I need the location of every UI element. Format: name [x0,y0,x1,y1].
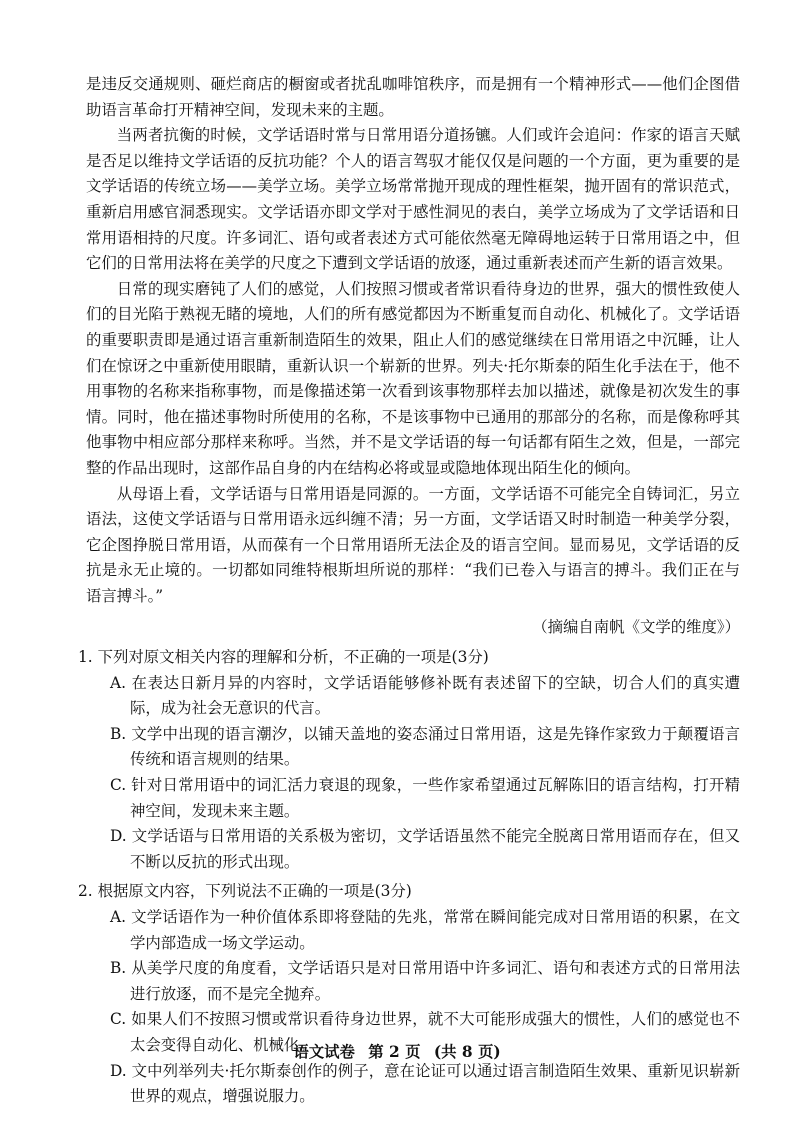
answer-option-c: C. 针对日常用语中的词汇活力衰退的现象，一些作家希望通过瓦解陈旧的语言结构，打开精神空间，发现未来主题。 [110,776,740,820]
footer-page-total: (共 8 页) [433,1043,501,1061]
answer-option-a: A. 文学话语作为一种价值体系即将登陆的先兆，常常在瞬间能完成对日常用语的积累，在文学内部造成一场文学运动。 [110,908,740,952]
answer-option-c: C. 如果人们不按照习惯或常识看待身边世界，就不大可能形成强大的惯性，人们的感觉也不太会变得自动化、机械化。 [110,1010,740,1054]
question-1 [78,645,740,875]
answer-option-d: D. 文中列举列夫·托尔斯泰创作的例子，意在论证可以通过语言制造陌生效果、重新见识崭新世界的观点，增强说服力。 [110,1061,740,1106]
reading-passage [86,72,740,641]
passage-paragraph: 日常的现实磨钝了人们的感觉，人们按照习惯或者常识看待身边的世界，强大的惯性致使人们的目光陷于熟视无睹的境地，人们的所有感觉都因为不断重复而自动化、机械化了。文学话语的重要职责即是通过语言重新制造陌生的效果，阻止人们的感觉继续在日常用语之中沉睡，让人们在惊讶之中重新使用眼睛，重新认识一个崭新的世界。列夫·托尔斯泰的陌生化手法在于，他不用事物的名称来指称事物，而是像描述第一次看到该事物那样去加以描述，就像是初次发生的事情。同时，他在描述事物时所使用的名称，不是该事物中已通用的那部分的名称，而是像称呼其他事物中相应部分那样来称呼。当然，并不是文学话语的每一句话都有陌生之效，但是，一部完整的作品出现时，这部作品自身的内在结构必将或显或隐地体现出陌生化的倾向。 [86,279,740,477]
passage-paragraph: 是违反交通规则、砸烂商店的橱窗或者扰乱咖啡馆秩序，而是拥有一个精神形式——他们企图借助语言革命打开精神空间，发现未来的主题。 [86,75,740,119]
question-2 [78,879,740,1109]
footer-subject: 语文试卷 [293,1043,355,1061]
question-stem: 1. 下列对原文相关内容的理解和分析，不正确的一项是(3分) [78,648,489,667]
question-stem: 2. 根据原文内容，下列说法不正确的一项是(3分) [78,882,412,901]
passage-paragraph: 当两者抗衡的时候，文学话语时常与日常用语分道扬镳。人们或许会追问：作家的语言天赋是否足以维持文学话语的反抗功能？个人的语言驾驭才能仅仅是问题的一个方面，更为重要的是文学话语的传统立场——美学立场。美学立场常常抛开现成的理性框架，抛开固有的常识范式，重新启用感官洞悉现实。文学话语亦即文学对于感性洞见的表白，美学立场成为了文学话语和日常用语相持的尺度。许多词汇、语句或者表述方式可能依然毫无障碍地运转于日常用语之中，但它们的日常用法将在美学的尺度之下遭到文学话语的放逐，通过重新表述而产生新的语言效果。 [86,126,740,273]
answer-option-d: D. 文学话语与日常用语的关系极为密切，文学话语虽然不能完全脱离日常用语而存在，但又不断以反抗的形式出现。 [110,827,740,871]
footer-page-number: 第 2 页 [368,1043,421,1061]
answer-option-a: A. 在表达日新月异的内容时，文学话语能够修补既有表述留下的空缺，切合人们的真实遭际，成为社会无意识的代言。 [110,673,740,718]
answer-option-b: B. 文学中出现的语言潮汐，以铺天盖地的姿态涌过日常用语，这是先锋作家致力于颠覆语言传统和语言规则的结果。 [110,724,740,769]
answer-option-b: B. 从美学尺度的角度看，文学话语只是对日常用语中许多词汇、语句和表述方式的日常用法进行放逐，而不是完全抛弃。 [110,959,740,1003]
page-footer [0,1040,794,1066]
passage-paragraph: 从母语上看，文学话语与日常用语是同源的。一方面，文学话语不可能完全自铸词汇，另立语法，这使文学话语与日常用语永远纠缠不清；另一方面，文学话语又时时制造一种美学分裂，它企图挣脱日常用语，从而葆有一个日常用语所无法企及的语言空间。显而易见，文学话语的反抗是永无止境的。一切都如同维特根斯坦所说的那样：“我们已卷入与语言的搏斗。我们正在与语言搏斗。” [86,484,740,605]
passage-source: （摘编自南帆《文学的维度》） [532,618,740,637]
